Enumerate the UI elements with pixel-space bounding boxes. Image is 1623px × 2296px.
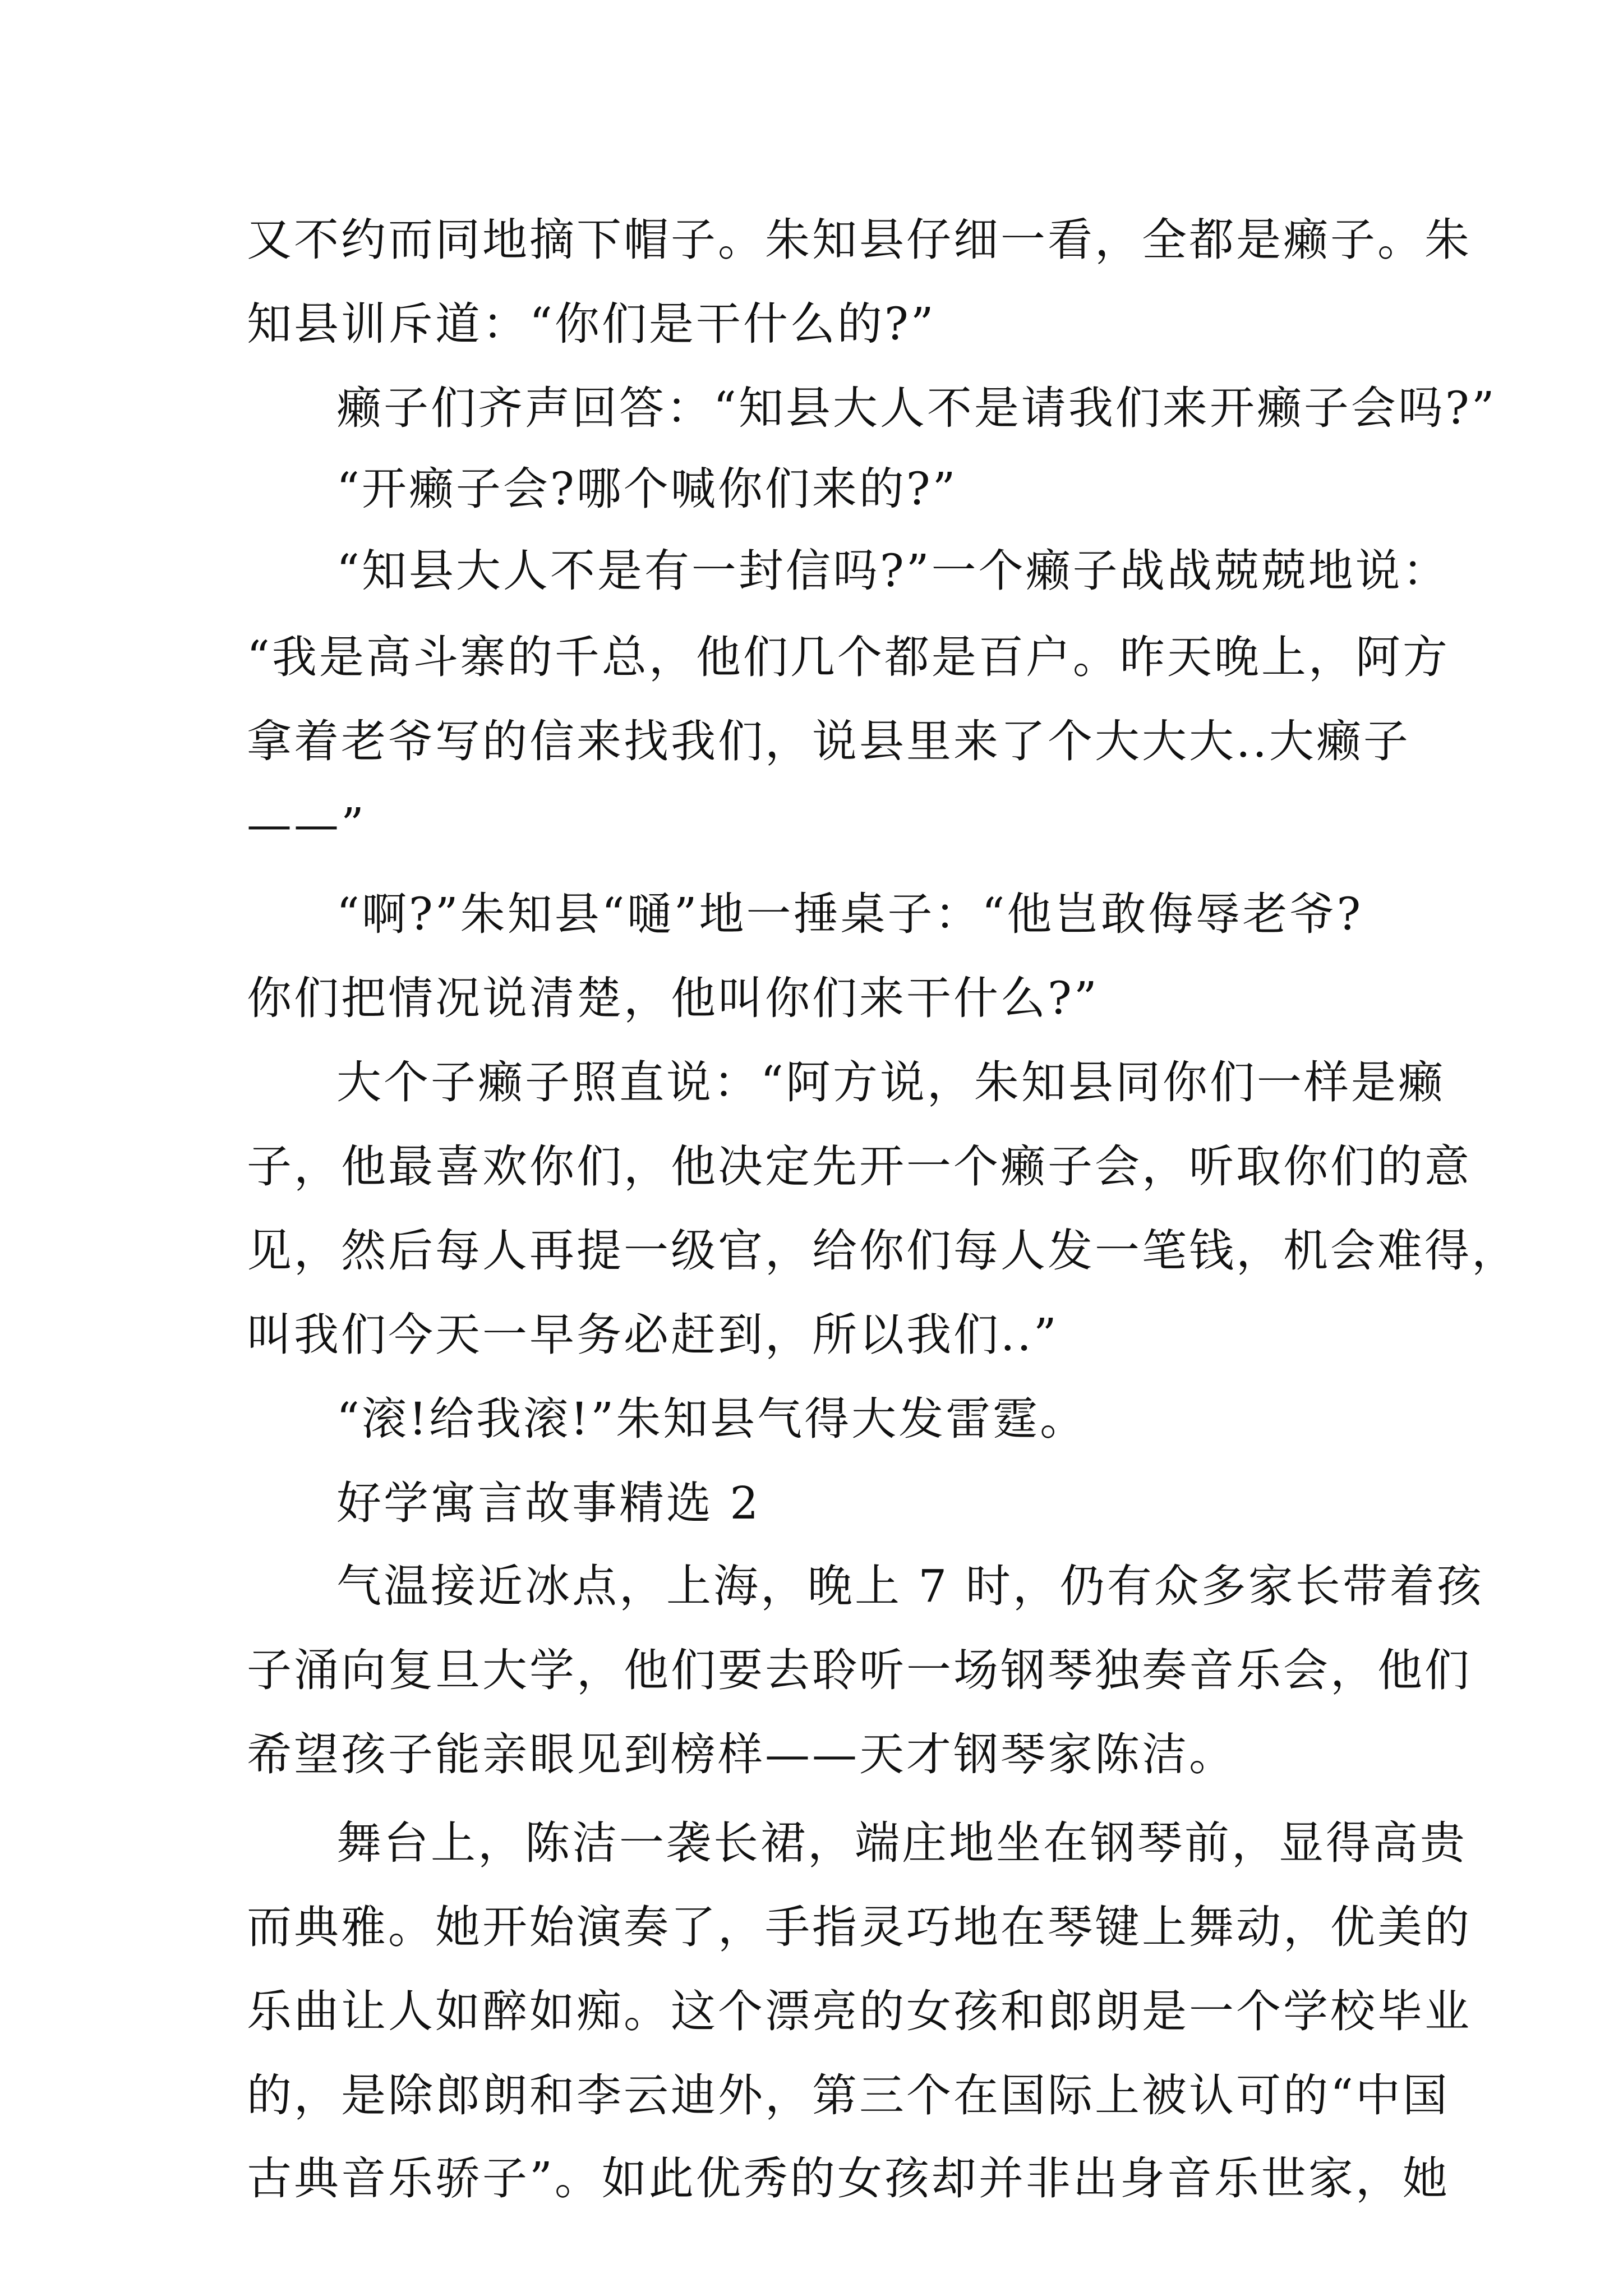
text-line: 子涌向复旦大学，他们要去聆听一场钢琴独奏音乐会，他们 <box>247 1644 1472 1696</box>
text-line: “滚!给我滚!”朱知县气得大发雷霆。 <box>336 1393 1087 1445</box>
text-line: 乐曲让人如醉如痴。这个漂亮的女孩和郎朗是一个学校毕业 <box>247 1985 1472 2037</box>
text-line: 而典雅。她开始演奏了，手指灵巧地在琴键上舞动，优美的 <box>247 1901 1472 1953</box>
text-line: 拿着老爷写的信来找我们，说县里来了个大大大..大癞子 <box>247 715 1410 767</box>
text-line: 子，他最喜欢你们，他决定先开一个癞子会，听取你们的意 <box>247 1140 1472 1193</box>
text-line: 见，然后每人再提一级官，给你们每人发一笔钱，机会难得， <box>247 1225 1519 1277</box>
text-line: 的，是除郎朗和李云迪外，第三个在国际上被认可的“中国 <box>247 2069 1450 2122</box>
text-line: 古典音乐骄子”。如此优秀的女孩却并非出身音乐世家，她 <box>247 2152 1450 2205</box>
text-line: 希望孩子能亲眼见到榜样——天才钢琴家陈洁。 <box>247 1728 1236 1780</box>
text-line: 你们把情况说清楚，他叫你们来干什么?” <box>247 972 1099 1024</box>
text-line: 叫我们今天一早务必赶到，所以我们..” <box>247 1309 1059 1361</box>
text-line: 癞子们齐声回答：“知县大人不是请我们来开癞子会吗?” <box>336 382 1497 434</box>
text-line: ——” <box>247 798 366 850</box>
text-line: 气温接近冰点，上海，晚上 7 时，仍有众多家长带着孩 <box>336 1560 1484 1612</box>
text-line: “知县大人不是有一封信吗?”一个癞子战战兢兢地说： <box>336 545 1450 597</box>
text-line: “开癞子会?哪个喊你们来的?” <box>336 463 958 515</box>
text-line: 又不约而同地摘下帽子。朱知县仔细一看，全都是癞子。朱 <box>247 214 1472 266</box>
text-line: “我是高斗寨的千总，他们几个都是百户。昨天晚上，阿方 <box>247 631 1450 683</box>
section-heading: 好学寓言故事精选 2 <box>336 1477 761 1529</box>
text-line: 舞台上，陈洁一袭长裙，端庄地坐在钢琴前，显得高贵 <box>336 1817 1467 1869</box>
text-line: 知县训斥道：“你们是干什么的?” <box>247 298 936 350</box>
text-line: “啊?”朱知县“嗵”地一捶桌子：“他岂敢侮辱老爷? <box>336 888 1363 940</box>
text-line: 大个子癞子照直说：“阿方说，朱知县同你们一样是癞 <box>336 1056 1445 1108</box>
